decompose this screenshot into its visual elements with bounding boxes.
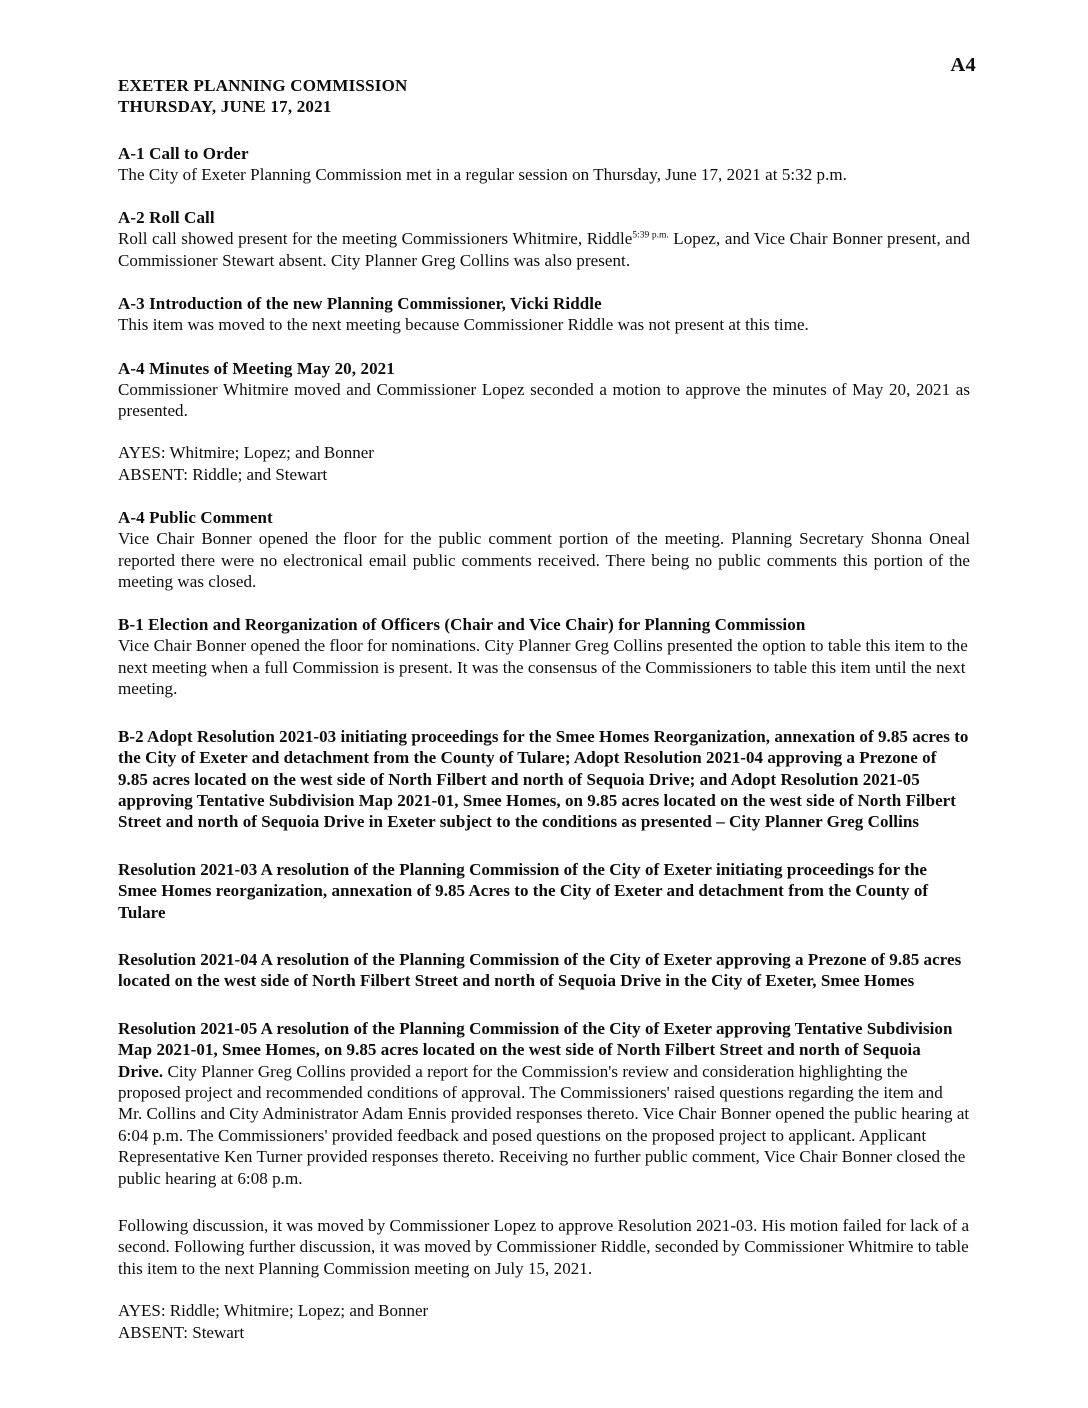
section-closing-absent: ABSENT: Stewart [118,1322,245,1342]
section-a4-minutes-vote [118,442,970,485]
section-a3-body: This item was moved to the next meeting because Commissioner Riddle was not present at this time. [118,315,809,335]
section-a1-heading: A-1 Call to Order [118,144,249,163]
section-closing [118,1215,970,1343]
section-a4-public-comment-heading: A-4 Public Comment [118,508,273,528]
section-a4-minutes [118,358,970,486]
resolution-2021-03-body: Resolution 2021-03 A resolution of the Planning Commission of the City of Exeter initiating proceedings for the Smee Homes reorganization, annexation of 9.85 Acres to the City of Exeter and detachment from the County of Tulare [118,859,929,922]
document-body [118,76,970,1343]
section-a4-minutes-heading: A-4 Minutes of Meeting May 20, 2021 [118,358,395,378]
page-label: A4 [950,54,976,76]
section-a2-body [118,228,970,271]
section-b1 [118,614,970,699]
section-b2 [118,726,970,833]
resolution-2021-05-title: Resolution 2021-05 A resolution of the Planning Commission of the City of Exeter approving Tentative Subdivision Map 2021-01, Smee Homes, on 9.85 acres located on the west side of North Filbert Street and north of Sequoia Drive. [118,1018,953,1081]
resolution-2021-04 [118,949,970,992]
section-closing-ayes: AYES: Riddle; Whitmire; Lopez; and Bonner [118,1301,429,1321]
section-closing-body: Following discussion, it was moved by Commissioner Lopez to approve Resolution 2021-03. His motion failed for lack of a second. Following further discussion, it was moved by Commissioner Riddle, seconded by Commissioner Whitmire to table this item to the next Planning Commission meeting on July 15, 2021. [118,1216,970,1278]
resolution-2021-05-discussion: City Planner Greg Collins provided a report for the Commission's review and consideration highlighting the proposed project and recommended conditions of approval. The Commissioners' raised questions regarding the item and Mr. Collins and City Administrator Adam Ennis provided responses thereto. Vice Chair Bonner opened the public hearing at 6:04 p.m. The Commissioners' provided feedback and posed questions on the proposed project to applicant. Applicant Representative Ken Turner provided responses thereto. Receiving no further public comment, Vice Chair Bonner closed the public hearing at 6:08 p.m. [118,1061,970,1188]
resolution-2021-03 [118,859,970,923]
section-a3-heading: A-3 Introduction of the new Planning Commissioner, Vicki Riddle [118,294,602,314]
section-a2-body-pre: Roll call showed present for the meeting Commissioners Whitmire, Riddle [118,229,633,249]
resolution-2021-05 [118,1018,970,1189]
section-a4-minutes-ayes: AYES: Whitmire; Lopez; and Bonner [118,443,374,463]
section-a1-body: The City of Exeter Planning Commission met in a regular session on Thursday, June 17, 2021 at 5:32 p.m. [118,165,847,184]
section-a1 [118,143,970,185]
section-a2-heading: A-2 Roll Call [118,208,215,228]
section-a2-body-post: Lopez, and Vice Chair Bonner present, and Commissioner Stewart absent. City Planner Greg Collins was also present. [118,229,970,270]
section-b2-body: B-2 Adopt Resolution 2021-03 initiating proceedings for the Smee Homes Reorganization, annexation of 9.85 acres to the City of Exeter and detachment from the County of Tulare; Adopt Resolution 2021-04 approving a Prezone of 9.85 acres located on the west side of North Filbert and north of Sequoia Drive; and Adopt Resolution 2021-05 approving Tentative Subdivision Map 2021-01, Smee Homes, on 9.85 acres located on the west side of North Filbert Street and north of Sequoia Drive in Exeter subject to the conditions as presented – City Planner Greg Collins [118,726,969,832]
section-a3 [118,293,970,335]
section-a2 [118,207,970,271]
document-title-line1: EXETER PLANNING COMMISSION [118,76,408,95]
section-a4-public-comment [118,507,970,592]
section-a2-timestamp-superscript: 5:39 p.m. [632,230,669,241]
document-title-line2: THURSDAY, JUNE 17, 2021 [118,96,332,116]
document-title [118,76,970,117]
section-b1-heading: B-1 Election and Reorganization of Officers (Chair and Vice Chair) for Planning Commission [118,615,806,635]
section-closing-vote [118,1300,970,1343]
section-b1-body: Vice Chair Bonner opened the floor for nominations. City Planner Greg Collins presented the option to table this item to the next meeting when a full Commission is present. It was the consensus of the Commissioners to table this item until the next meeting. [118,636,968,699]
section-a4-minutes-body: Commissioner Whitmire moved and Commissioner Lopez seconded a motion to approve the minutes of May 20, 2021 as presented. [118,379,970,421]
resolution-2021-04-body: Resolution 2021-04 A resolution of the Planning Commission of the City of Exeter approving a Prezone of 9.85 acres located on the west side of North Filbert Street and north of Sequoia Drive in the City of Exeter, Smee Homes [118,949,962,991]
section-a4-public-comment-body: Vice Chair Bonner opened the floor for the public comment portion of the meeting. Planning Secretary Shonna Oneal reported there were no electronical email public comments received. There being no public comments this portion of the meeting was closed. [118,529,970,592]
section-a4-minutes-absent: ABSENT: Riddle; and Stewart [118,464,328,484]
resolution-2021-05-body [118,1018,970,1189]
